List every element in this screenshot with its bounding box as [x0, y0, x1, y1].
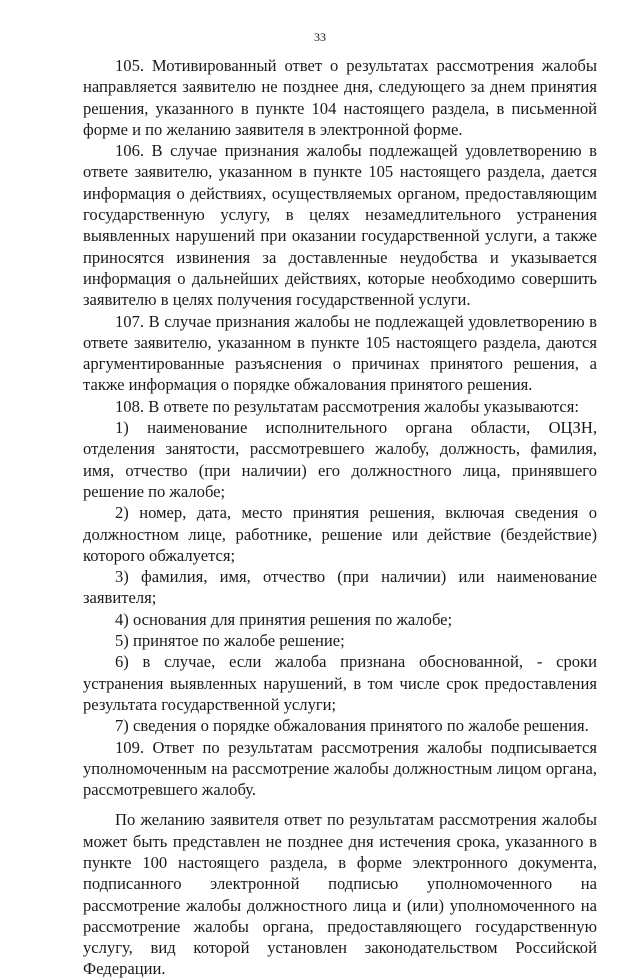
paragraph-107: 107. В случае признания жалобы не подлежащей удовлетворению в ответе заявителю, указанном в пункте 105 настоящего раздела, даются аргументированные разъяснения о причинах принятого решения, а также информация о порядке обжалования принятого решения.: [83, 311, 597, 395]
list-item-6: 6) в случае, если жалоба признана обоснованной, - сроки устранения выявленных нарушений, в том числе срок предоставления результата государственной услуги;: [83, 652, 597, 714]
paragraph-105: 105. Мотивированный ответ о результатах рассмотрения жалобы направляется заявителю не позднее дня, следующего за днем принятия решения, указанного в пункте 104 настоящего раздела, в письменной форме и по желанию заявителя в электронной форме.: [83, 56, 597, 139]
paragraph-106: 106. В случае признания жалобы подлежащей удовлетворению в ответе заявителю, указанном в пункте 105 настоящего раздела, дается информация о действиях, осуществляемых органом, предоставляющим государственную услугу, в целях незамедлительного устранения выявленных нарушений при оказании государственной услуги, а также приносятся извинения за доставленные неудобства и указывается информация о дальнейших действиях, которые необходимо совершить заявителю в целях получения государственной услуги.: [83, 141, 597, 310]
list-item-2: 2) номер, дата, место принятия решения, включая сведения о должностном лице, работнике, решение или действие (бездействие) которого обжалуется;: [83, 503, 597, 565]
list-item-1: 1) наименование исполнительного органа области, ОЦЗН, отделения занятости, рассмотревшего жалобу, должность, фамилия, имя, отчество (при наличии) его должностного лица, принявшего решение по жалобе;: [83, 418, 597, 501]
paragraph-electronic-response: По желанию заявителя ответ по результатам рассмотрения жалобы может быть представлен не позднее дня истечения срока, указанного в пункте 100 настоящего раздела, в форме электронного документа, подписанного электронной подписью уполномоченного на рассмотрение жалобы должностного лица и (или) уполномоченного на рассмотрение жалобы органа, предоставляющего государственную услугу, вид которой установлен законодательством Российской Федерации.: [83, 810, 597, 979]
list-item-5: 5) принятое по жалобе решение;: [115, 631, 345, 651]
paragraph-108: 108. В ответе по результатам рассмотрения жалобы указываются:: [115, 396, 579, 416]
paragraph-109: 109. Ответ по результатам рассмотрения жалобы подписывается уполномоченным на рассмотрение жалобы должностным лицом органа, рассмотревшего жалобу.: [83, 737, 597, 800]
document-body: [83, 55, 597, 980]
list-item-4: 4) основания для принятия решения по жалобе;: [115, 609, 453, 629]
list-item-3: 3) фамилия, имя, отчество (при наличии) или наименование заявителя;: [83, 567, 597, 608]
list-item-7: 7) сведения о порядке обжалования принятого по жалобе решения.: [115, 716, 589, 736]
page-number: 33: [314, 30, 326, 44]
